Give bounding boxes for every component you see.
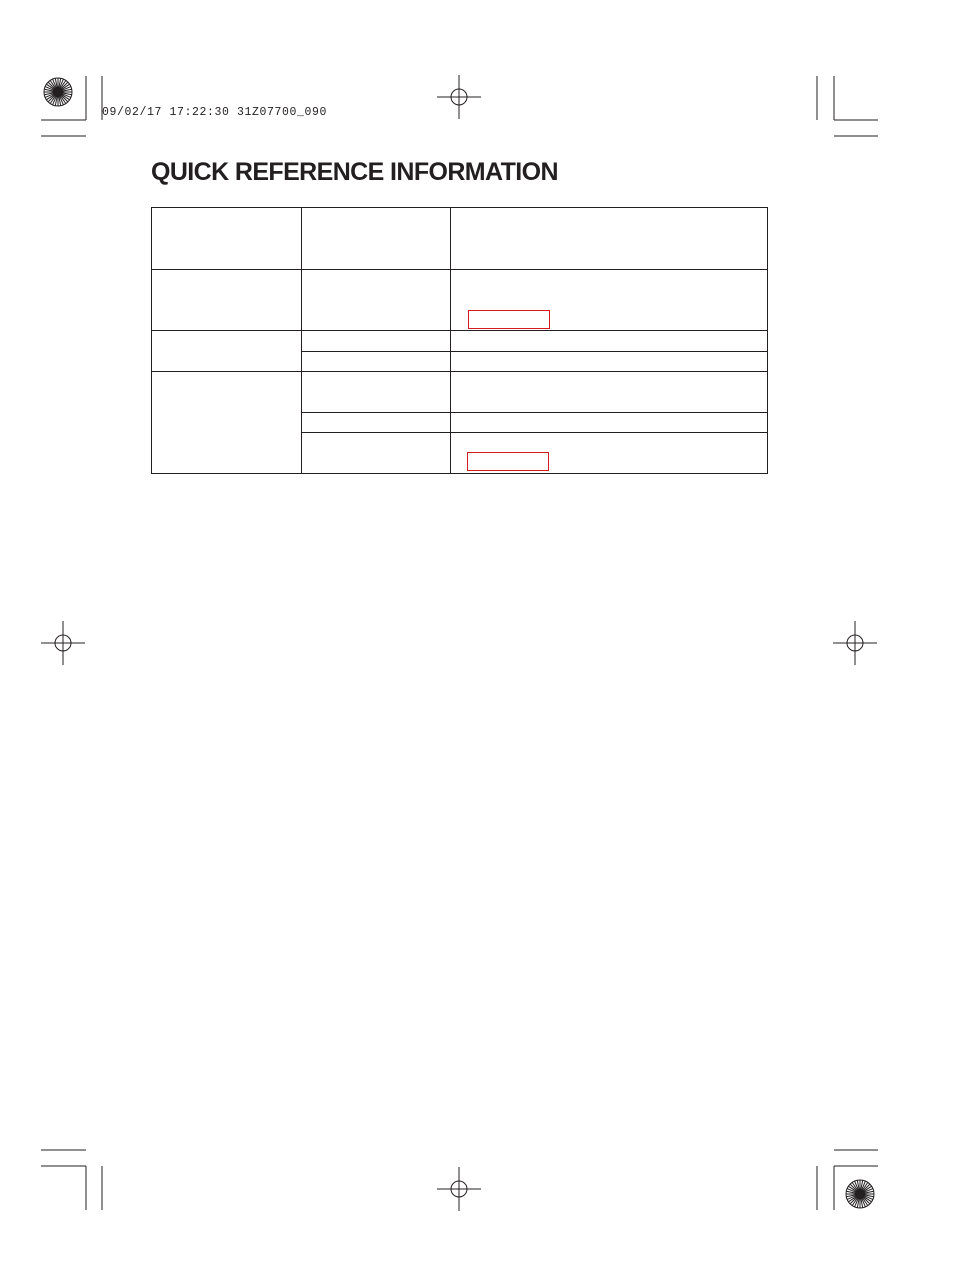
- registration-crosshair-icon: [437, 1167, 481, 1211]
- quick-reference-table: [151, 207, 768, 474]
- table-row: [152, 372, 768, 413]
- table-row: [152, 270, 768, 331]
- table-cell: [152, 331, 302, 372]
- table-cell: [152, 372, 302, 474]
- table-cell: [302, 208, 451, 270]
- highlight-box: [468, 310, 550, 329]
- table-cell: [302, 270, 451, 331]
- table-cell: [302, 331, 451, 352]
- registration-sunburst-icon: [44, 78, 72, 106]
- table-cell: [451, 413, 768, 433]
- registration-crosshair-icon: [833, 621, 877, 665]
- registration-crosshair-icon: [41, 621, 85, 665]
- table-cell: [302, 352, 451, 372]
- registration-crosshair-icon: [437, 75, 481, 119]
- table-cell: [302, 372, 451, 413]
- registration-sunburst-icon: [846, 1180, 874, 1208]
- print-job-stamp: 09/02/17 17:22:30 31Z07700_090: [102, 106, 328, 119]
- table-cell: [152, 208, 302, 270]
- table-cell: [451, 372, 768, 413]
- highlight-box: [467, 452, 549, 471]
- table-cell: [451, 331, 768, 352]
- table-cell: [451, 433, 768, 474]
- table-row: [152, 208, 768, 270]
- table-cell: [451, 352, 768, 372]
- table-cell: [451, 208, 768, 270]
- table-cell: [152, 270, 302, 331]
- table-cell: [451, 270, 768, 331]
- table-row: [152, 331, 768, 352]
- table-cell: [302, 433, 451, 474]
- page-title: QUICK REFERENCE INFORMATION: [151, 158, 558, 186]
- table-cell: [302, 413, 451, 433]
